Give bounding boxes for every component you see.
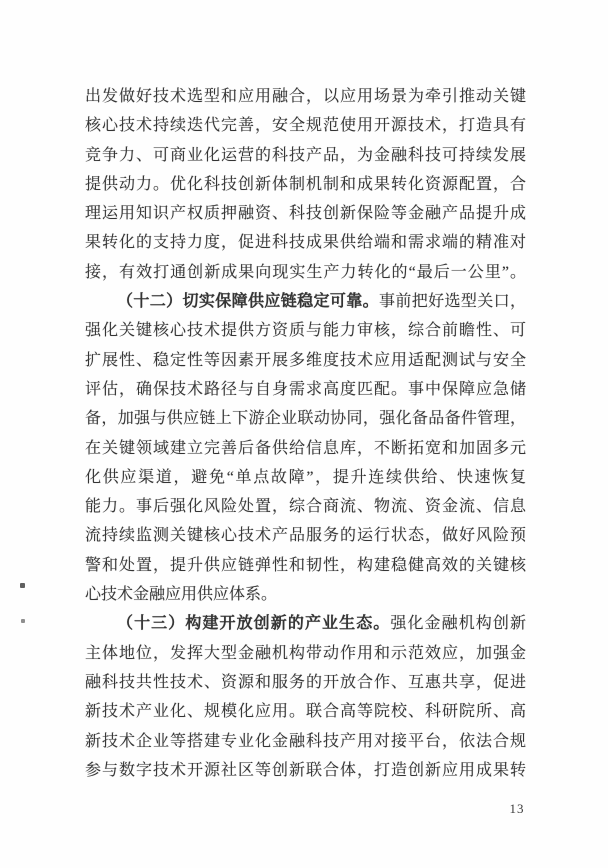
body-text: 融科技共性技术、资源和服务的开放合作、互惠共享，促进 [85, 673, 526, 691]
text-line [85, 199, 526, 228]
body-text: 备，加强与供应链上下游企业联动协同，强化备品备件管理， [85, 410, 526, 428]
text-line [85, 580, 526, 609]
body-text: 评估，确保技术路径与自身需求高度匹配。事中保障应急储 [85, 380, 526, 398]
page-number: 13 [509, 801, 525, 816]
text-line [85, 521, 526, 550]
text-line [85, 346, 526, 375]
body-text: 流持续监测关键核心技术产品服务的运行状态，做好风险预 [85, 527, 526, 545]
body-text: 竞争力、可商业化运营的科技产品，为金融科技可持续发展 [85, 146, 526, 164]
text-line [85, 727, 526, 756]
text-line [85, 82, 526, 111]
body-text: 接，有效打通创新成果向现实生产力转化的“最后一公里”。 [85, 263, 526, 281]
scan-speck [21, 619, 25, 623]
text-line [85, 668, 526, 697]
body-text: 参与数字技术开源社区等创新联合体，打造创新应用成果转 [85, 761, 526, 779]
body-text: 提供动力。优化科技创新体制机制和成果转化资源配置，合 [85, 175, 526, 193]
scan-speck [20, 583, 25, 588]
text-line [85, 463, 526, 492]
body-text: 果转化的支持力度，促进科技成果供给端和需求端的精准对 [85, 234, 526, 252]
text-line [85, 609, 526, 638]
paragraph-heading-text: （十二）切实保障供应链稳定可靠。 [117, 293, 379, 311]
body-text: 能力。事后强化风险处置，综合商流、物流、资金流、信息 [85, 498, 526, 516]
text-line [85, 639, 526, 668]
body-text: 强化金融机构创新 [390, 615, 526, 633]
text-line [85, 170, 526, 199]
text-line [85, 492, 526, 521]
text-line [85, 228, 526, 257]
body-text: 强化关键核心技术提供方资质与能力审核，综合前瞻性、可 [85, 322, 526, 340]
body-text: 在关键领域建立完善后备供给信息库，不断拓宽和加固多元 [85, 439, 526, 457]
text-line [85, 287, 526, 316]
document-text-block [85, 82, 526, 785]
body-text: 心技术金融应用供应体系。 [85, 586, 278, 604]
body-text: 新技术企业等搭建专业化金融科技产用对接平台，依法合规 [85, 732, 526, 750]
body-text: 理运用知识产权质押融资、科技创新保险等金融产品提升成 [85, 205, 526, 223]
text-line [85, 551, 526, 580]
text-line [85, 258, 526, 287]
body-text: 出发做好技术选型和应用融合，以应用场景为牵引推动关键 [85, 88, 526, 105]
text-line [85, 111, 526, 140]
body-text: 化供应渠道，避免“单点故障”，提升连续供给、快速恢复 [85, 468, 526, 486]
text-line [85, 404, 526, 433]
body-text: 扩展性、稳定性等因素开展多维度技术应用适配测试与安全 [85, 351, 526, 369]
body-text: 核心技术持续迭代完善，安全规范使用开源技术，打造具有 [85, 117, 526, 135]
text-line [85, 141, 526, 170]
text-line [85, 756, 526, 785]
text-line [85, 697, 526, 726]
body-text: 警和处置，提升供应链弹性和韧性，构建稳健高效的关键核 [85, 556, 526, 574]
paragraph-heading-text: （十三）构建开放创新的产业生态。 [117, 615, 391, 633]
text-line [85, 434, 526, 463]
body-text: 主体地位，发挥大型金融机构带动作用和示范效应，加强金 [85, 644, 526, 662]
body-text: 事前把好选型关口， [378, 293, 526, 311]
text-line [85, 375, 526, 404]
body-text: 新技术产业化、规模化应用。联合高等院校、科研院所、高 [85, 703, 526, 721]
text-line [85, 316, 526, 345]
